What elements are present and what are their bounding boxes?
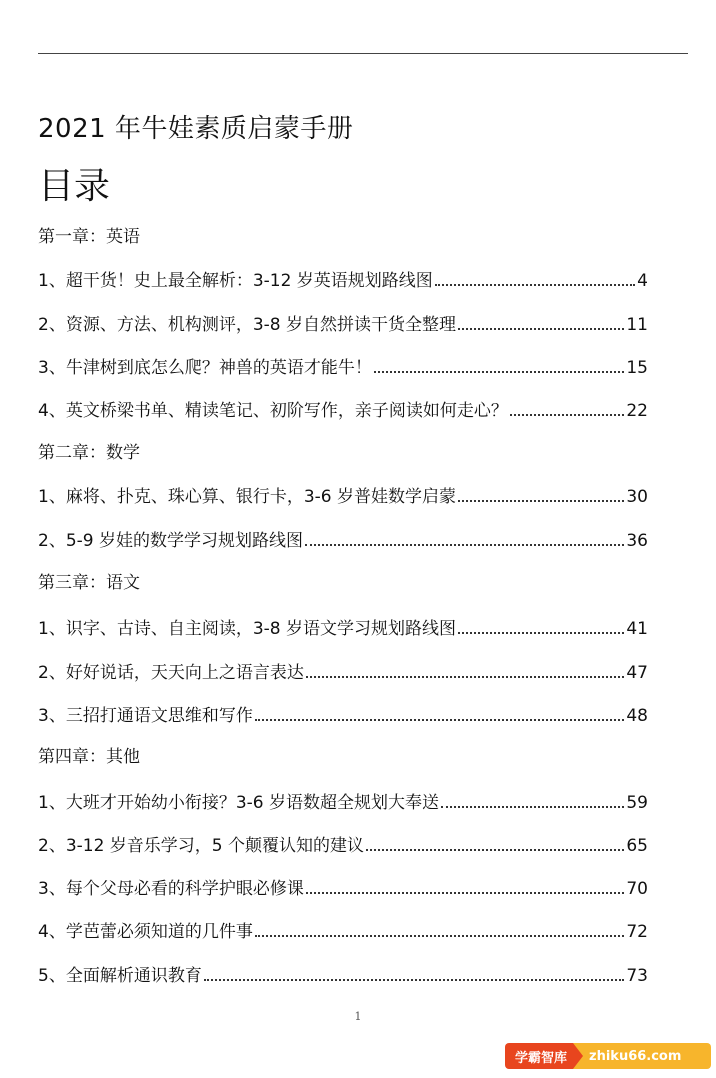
dot-leader bbox=[305, 544, 624, 546]
toc-entry[interactable] bbox=[38, 312, 648, 336]
dot-leader bbox=[366, 849, 624, 851]
toc-entry-title: 3、牛津树到底怎么爬？神兽的英语才能牛！ bbox=[38, 358, 372, 378]
toc-entry[interactable] bbox=[38, 876, 648, 900]
toc-entry-page: 73 bbox=[626, 966, 648, 986]
dot-leader bbox=[435, 284, 635, 286]
toc-entry-title: 2、好好说话，天天向上之语言表达 bbox=[38, 663, 304, 683]
toc-entry[interactable] bbox=[38, 660, 648, 684]
toc-entry[interactable] bbox=[38, 355, 648, 379]
toc-entry-page: 72 bbox=[626, 922, 648, 942]
toc-heading: 目录 bbox=[38, 166, 111, 207]
dot-leader bbox=[306, 676, 625, 678]
toc-entry-title: 4、学芭蕾必须知道的几件事 bbox=[38, 922, 253, 942]
toc-entry-title: 3、三招打通语文思维和写作 bbox=[38, 706, 253, 726]
page-number: 1 bbox=[354, 1010, 362, 1023]
toc-entry-page: 30 bbox=[626, 487, 648, 507]
dot-leader bbox=[441, 806, 624, 808]
chapter-heading: 第三章：语文 bbox=[38, 573, 140, 593]
toc-entry-title: 1、超干货！史上最全解析：3-12 岁英语规划路线图 bbox=[38, 271, 433, 291]
document-title: 2021 年牛娃素质启蒙手册 bbox=[38, 114, 354, 144]
chapter-heading: 第一章：英语 bbox=[38, 227, 140, 247]
toc-entry-page: 4 bbox=[637, 271, 648, 291]
dot-leader bbox=[374, 371, 625, 373]
toc-entry[interactable] bbox=[38, 919, 648, 943]
toc-entry-page: 47 bbox=[626, 663, 648, 683]
toc-entry-title: 1、麻将、扑克、珠心算、银行卡，3-6 岁普娃数学启蒙 bbox=[38, 487, 456, 507]
toc-entry[interactable] bbox=[38, 703, 648, 727]
chapter-heading: 第二章：数学 bbox=[38, 443, 140, 463]
toc-entry-title: 1、识字、古诗、自主阅读，3-8 岁语文学习规划路线图 bbox=[38, 619, 456, 639]
toc-entry-title: 3、每个父母必看的科学护眼必修课 bbox=[38, 879, 304, 899]
watermark-badge bbox=[505, 1043, 711, 1069]
toc-entry-page: 22 bbox=[626, 401, 648, 421]
toc-entry-title: 4、英文桥梁书单、精读笔记、初阶写作，亲子阅读如何走心？ bbox=[38, 401, 508, 421]
dot-leader bbox=[510, 414, 625, 416]
toc-entry-page: 41 bbox=[626, 619, 648, 639]
watermark-arrow-icon bbox=[573, 1043, 583, 1069]
toc-entry-page: 70 bbox=[626, 879, 648, 899]
dot-leader bbox=[255, 719, 625, 721]
toc-entry-page: 48 bbox=[626, 706, 648, 726]
toc-entry-title: 5、全面解析通识教育 bbox=[38, 966, 202, 986]
toc-entry[interactable] bbox=[38, 528, 648, 552]
dot-leader bbox=[458, 500, 624, 502]
watermark-domain: zhiku66.com bbox=[583, 1043, 711, 1069]
toc-entry-title: 2、5-9 岁娃的数学学习规划路线图 bbox=[38, 531, 303, 551]
toc-entry[interactable] bbox=[38, 616, 648, 640]
toc-entry-page: 65 bbox=[626, 836, 648, 856]
toc-entry-page: 36 bbox=[626, 531, 648, 551]
dot-leader bbox=[204, 979, 625, 981]
toc-entry-page: 15 bbox=[626, 358, 648, 378]
toc-entry[interactable] bbox=[38, 833, 648, 857]
toc-entry-page: 11 bbox=[626, 315, 648, 335]
toc-entry[interactable] bbox=[38, 963, 648, 987]
dot-leader bbox=[255, 935, 625, 937]
dot-leader bbox=[458, 328, 624, 330]
toc-entry-title: 1、大班才开始幼小衔接？3-6 岁语数超全规划大奉送 bbox=[38, 793, 439, 813]
watermark-brand: 学霸智库 bbox=[505, 1043, 573, 1069]
toc-entry-title: 2、资源、方法、机构测评，3-8 岁自然拼读干货全整理 bbox=[38, 315, 456, 335]
toc-entry-title: 2、3-12 岁音乐学习，5 个颠覆认知的建议 bbox=[38, 836, 365, 856]
toc-entry[interactable] bbox=[38, 398, 648, 422]
toc-entry[interactable] bbox=[38, 484, 648, 508]
toc-entry[interactable] bbox=[38, 790, 648, 814]
dot-leader bbox=[306, 892, 625, 894]
toc-entry-page: 59 bbox=[626, 793, 648, 813]
chapter-heading: 第四章：其他 bbox=[38, 747, 140, 767]
toc-entry[interactable] bbox=[38, 268, 648, 292]
dot-leader bbox=[458, 632, 624, 634]
